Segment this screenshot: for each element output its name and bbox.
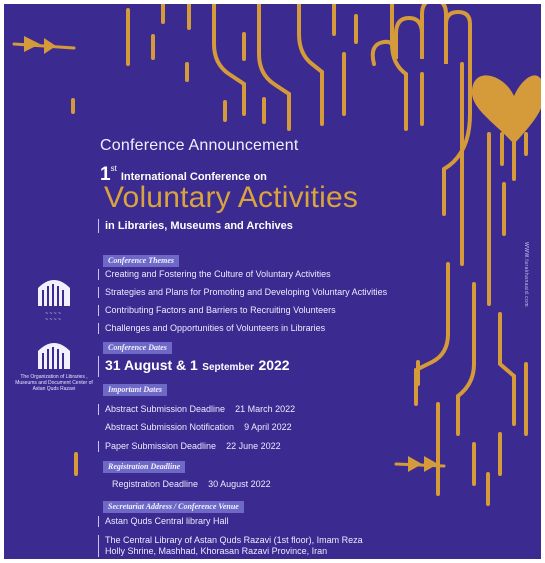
conference-dates-label: Conference Dates [103,342,172,354]
organizer-caption-line: The Organization of Libraries , [20,374,88,380]
ordinal-suffix: st [110,164,117,173]
date-item-value: 9 April 2022 [244,422,292,432]
arrow-icon [14,36,74,54]
dates-year: 2022 [258,357,290,373]
conference-title: Voluntary Activities [104,181,359,214]
organizer-caption-line: Astan Quds Razavi [32,386,76,392]
date-item-name: Abstract Submission Deadline [105,404,226,414]
venue-hall: Astan Quds Central library Hall [98,516,229,527]
conference-dates-value [98,356,290,377]
gold-decoration [4,4,541,559]
address-line: Holly Shrine, Mashhad, Khorasan Razavi Province, Iran [105,546,328,556]
important-date-item [98,404,295,415]
registration-label: Registration Deadline [103,461,185,473]
important-dates-label: Important Dates [103,384,167,396]
important-date-item [98,422,292,433]
ordinal-number: 1 [100,164,111,185]
venue-label: Secretariat Address / Conference Venue [103,501,244,513]
date-item-value: 21 March 2022 [235,404,296,414]
registration-name: Registration Deadline [112,479,199,489]
heart-icon [472,75,541,144]
conference-subtitle: in Libraries, Museums and Archives [98,219,293,233]
date-item-value: 22 June 2022 [226,441,281,451]
conference-poster [4,4,541,559]
theme-item: Challenges and Opportunities of Volunteers in Libraries [98,323,325,334]
date-item-name: Abstract Submission Notification [105,422,235,432]
organizer-caption-line: Museums and Document Center of [15,380,93,386]
theme-item: Contributing Factors and Barriers to Recruiting Volunteers [98,305,336,316]
announcement-heading: Conference Announcement [100,137,299,154]
theme-item: Creating and Fostering the Culture of Voluntary Activities [98,269,331,280]
registration-deadline [112,479,271,489]
organizer-caption [14,374,94,392]
important-date-item [98,441,281,452]
venue-address [98,535,363,557]
series-text: International Conference on [120,171,267,183]
registration-date: 30 August 2022 [208,479,271,489]
library-logo-icon [34,274,74,310]
date-item-name: Paper Submission Deadline [105,441,217,451]
website-link[interactable]: WWW.farakhanaaid.com [523,242,529,308]
dates-month: September [202,362,254,373]
persian-caption-icon: ~ ~ ~ ~ ~ ~ ~ ~ [45,311,61,323]
organization-logo-icon [34,337,74,373]
dates-days: 31 August & 1 [105,357,198,373]
address-line: The Central Library of Astan Quds Razavi (1st floor), Imam Reza [105,535,363,545]
themes-label: Conference Themes [103,255,179,267]
theme-item: Strategies and Plans for Promoting and Developing Voluntary Activities [98,287,387,298]
